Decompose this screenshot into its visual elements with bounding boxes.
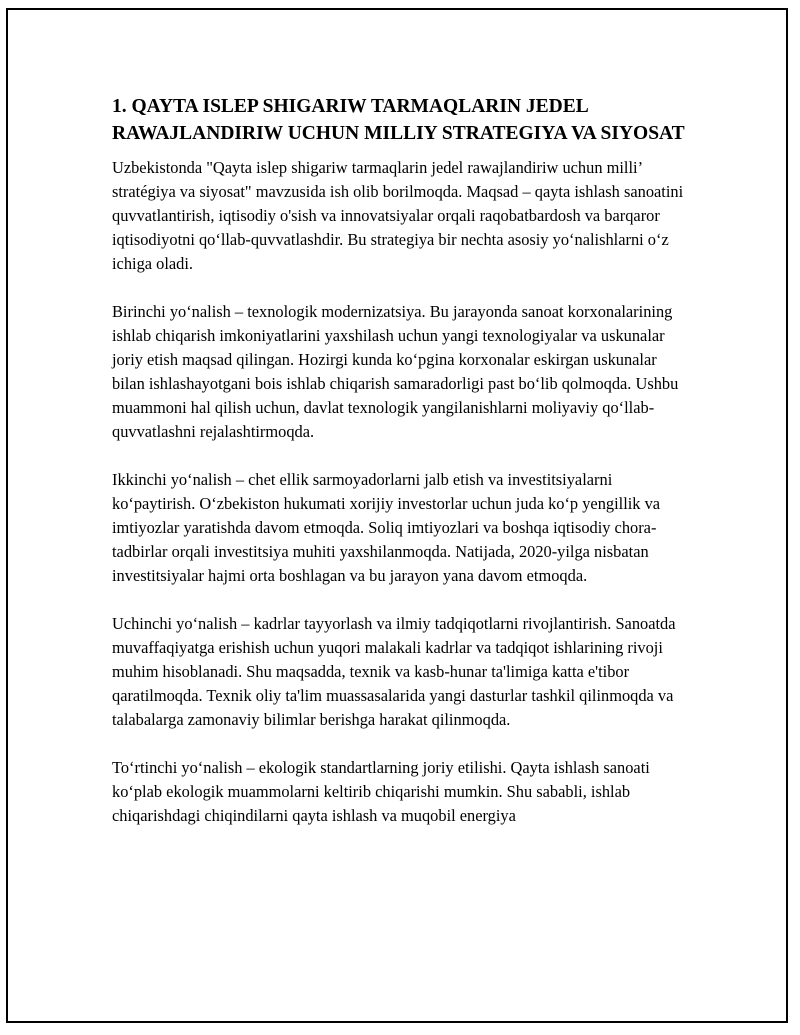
paragraph-third-direction: Uchinchi yo‘nalish – kadrlar tayyorlash va ilmiy tadqiqotlarni rivojlantirish. Sanoatda muvaffaqiyatga erishish uchun yuqori malakali kadrlar va tadqiqot ishlarining rivoji muhim hisoblanadi. Shu maqsadda, texnik va kasb-hunar ta'limiga katta e'tibor qaratilmoqda. Texnik oliy ta'lim muassasalarida yangi dasturlar tashkil qilinmoqda va talabalarga zamonaviy bilimlar berishga harakat qilinmoqda. xyxy=(112,614,676,729)
section-heading: 1. QAYTA ISLEP SHIGARIW TARMAQLARIN JEDEL RAWAJLANDIRIW UCHUN MILLIY STRATEGIYA VA SIYOSAT xyxy=(112,96,685,144)
paragraph-first-direction: Birinchi yo‘nalish – texnologik modernizatsiya. Bu jarayonda sanoat korxonalarining ishlab chiqarish imkoniyatlarini yaxshilash uchun yangi texnologiyalar va uskunalar joriy etish maqsad qilingan. Hozirgi kunda ko‘pgina korxonalar eskirgan uskunalar bilan ishlashayotgani bois ishlab chiqarish samaradorligi past bo‘lib qolmoqda. Ushbu muammoni hal qilish uchun, davlat texnologik yangilanishlarni moliyaviy qo‘llab-quvvatlashni rejalashtirmoqda. xyxy=(112,302,679,441)
document-body xyxy=(112,93,692,852)
paragraph-fourth-direction: To‘rtinchi yo‘nalish – ekologik standartlarning joriy etilishi. Qayta ishlash sanoati ko‘plab ekologik muammolarni keltirib chiqarishi mumkin. Shu sababli, ishlab chiqarishdagi chiqindilarni qayta ishlash va muqobil energiya xyxy=(112,758,650,825)
paragraph-second-direction: Ikkinchi yo‘nalish – chet ellik sarmoyadorlarni jalb etish va investitsiyalarni ko‘paytirish. O‘zbekiston hukumati xorijiy investorlar uchun juda ko‘p yengillik va imtiyozlar yaratishda davom etmoqda. Soliq imtiyozlari va boshqa iqtisodiy chora-tadbirlar orqali investitsiya muhiti yaxshilanmoqda. Natijada, 2020-yilga nisbatan investitsiyalar hajmi orta boshlagan va bu jarayon yana davom etmoqda. xyxy=(112,470,661,585)
paragraph-intro: Uzbekistonda "Qayta islep shigariw tarmaqlarin jedel rawajlandiriw uchun milli’ stratégiya va siyosat" mavzusida ish olib borilmoqda. Maqsad – qayta ishlash sanoatini quvvatlantirish, iqtisodiy o'sish va innovatsiyalar orqali raqobatbardosh va barqaror iqtisodiyotni qo‘llab-quvvatlashdir. Bu strategiya bir nechta asosiy yo‘nalishlarni o‘z ichiga oladi. xyxy=(112,158,684,273)
